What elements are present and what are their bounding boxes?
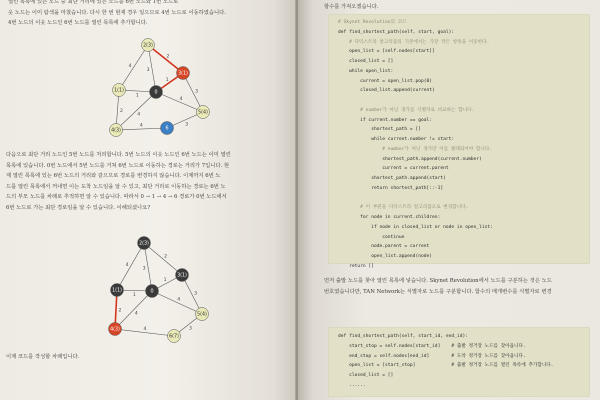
text-line: 옷 노드는 이미 탐색을 마쳤습니다. 다시 한 번 현재 경우 일으므로 4번 노드로 이동하였습니다. (8, 9, 226, 16)
code-line: closed_list = [] (338, 59, 394, 64)
graph-figure-bottom (98, 233, 228, 345)
edge-weight-label: 1 (135, 93, 139, 99)
edge-weight-label: 4 (128, 63, 132, 69)
node-label: 5(4) (197, 312, 207, 318)
code-line: while current.number != start: (338, 137, 455, 142)
text-line: 4번 노드의 이웃 노드인 6번 노드를 열린 목록에 추가합니다. (8, 20, 148, 27)
edge-weight-label: 2 (164, 254, 168, 260)
code-line: # 다익스트라 알고리즘의 기본에서는 가장 작은 항목을 이동한다. (338, 39, 490, 45)
node-label: 0 (150, 289, 154, 295)
code-line: # Skynet Revolution의 코드 (338, 20, 407, 25)
edge-weight-label: 4 (179, 96, 183, 102)
code-listing (338, 332, 553, 391)
code-line (338, 96, 493, 106)
node-label: 4(3) (110, 327, 120, 333)
edge-weight-label: 1 (163, 278, 167, 284)
code-line: closed_list.append(current) (338, 88, 435, 94)
code-line: open_list = [start_stop] # 출발 정거장 노드를 열린 목록에 추가합니다. (338, 363, 554, 369)
code-line: while open_list: (338, 68, 394, 74)
edge-weight-label: 3 (195, 89, 199, 95)
edge-weight-label: 3 (194, 291, 198, 297)
middle-paragraph (6, 150, 288, 214)
graph-edge (117, 243, 144, 290)
edge-weight-label: 2 (166, 54, 170, 60)
text-line: 다음으로 최단 거리 노드인 5번 노드를 처리합니다. 5번 노드의 이웃 노드인 6번 노드는 이미 열린 (6, 152, 231, 158)
edge-weight-label: 4 (143, 327, 147, 333)
graph-edge (119, 45, 148, 90)
edge-weight-label: 1 (132, 293, 136, 299)
code-line: node.parent = current (338, 244, 430, 250)
edge-weight-label: 4 (137, 112, 141, 118)
edge-weight-label: 1 (165, 77, 169, 83)
code-line: if node in closed_list or node in open_list: (338, 224, 493, 230)
edge-weight-label: 4 (139, 123, 143, 129)
code-line: shortest_path.append(start) (338, 176, 446, 181)
graph-edge (144, 243, 182, 275)
code-line: return shortest_path[::-1] (338, 185, 444, 191)
node-label: 1(1) (112, 288, 122, 294)
code-line: def find_shortest_path(self, start_id, end_id): (338, 334, 468, 339)
node-label: 4(3) (111, 128, 121, 134)
code-line: shortest_path = [] (338, 127, 421, 133)
edge-weight-label: 3 (189, 326, 192, 332)
edge-weight-label: 3 (142, 266, 146, 272)
intro-paragraph (8, 0, 286, 29)
node-label: 1(1) (114, 88, 124, 94)
code-line: shortest_path.append(current.number) (338, 156, 482, 162)
text-line: 드를 열린 목록에서 꺼내면 이는 도착 노드임을 알 수 있고, 최단 거리로 이동하는 경로는 6번 노 (6, 183, 226, 190)
right-page (298, 0, 600, 400)
code-line: if current.number == goal: (338, 117, 433, 123)
code-line: # 이 부분을 다익스트라 알고리즘으로 변경합니다. (338, 205, 469, 211)
code-line: end_stop = self.nodes[end_id] # 도착 정거장 노드를 찾아옵니다. (338, 353, 526, 359)
code-block-2 (328, 327, 590, 397)
code-line (338, 194, 493, 204)
text-line: 6번 노드로 가는 최단 경로임을 알 수 있습니다. 이해되셨나요? (6, 204, 151, 211)
code-line: continue (338, 234, 405, 240)
text-line: 열린 목록에 있는 노드 중 최단 거리에 있는 노드를 6번 노드와 1번 노드로 (8, 0, 179, 5)
code-line: for node in current.children: (338, 215, 441, 220)
code-line: current = open_list.pop(0) (338, 78, 433, 84)
node-label: 3(1) (178, 71, 188, 77)
graph-figure-top (100, 35, 230, 145)
node-label: 2(3) (143, 43, 153, 49)
left-page (0, 0, 296, 400)
code-line: ...... (338, 382, 366, 388)
text-line: 드의 부모 노드를 차례로 추적하면 알 수 있습니다. 따라서 0 → 1 → 4 → 6 경로가 0번 노드에서 (6, 194, 227, 201)
graph-edge (156, 92, 203, 112)
node-label: 0 (154, 90, 158, 96)
closing-line: 이제 코드를 작성할 차례입니다. (6, 354, 80, 360)
top-line: 항수를 가져오겠습니다. (324, 4, 379, 10)
text-line: 재 열린 목록에 있는 6번 노드의 거리와 같으므로 경로를 변경하지 않습니다. 이제까지 6번 노 (6, 173, 221, 180)
node-label: 3(1) (177, 273, 187, 279)
text-line: 번호였습니다만, TAN Network는 식별자로 노드를 구분합니다. 함수의 매개변수를 식별자로 변경 (324, 288, 552, 295)
middle-paragraph-right (324, 276, 596, 297)
code-line: return [] (338, 263, 374, 269)
edge-weight-label: 3 (185, 122, 189, 128)
code-listing (338, 18, 493, 272)
edge-weight-label: 4 (134, 311, 138, 317)
edge-weight-label: 3 (146, 67, 150, 73)
node-label: 6(7) (169, 334, 179, 340)
edge-weight-label: 2 (118, 308, 122, 314)
code-line: open_list.append(node) (338, 254, 433, 259)
code-line: start_stop = self.nodes[start_id] # 출발 정거장 노드를 찾아옵니다. (338, 343, 526, 349)
text-line: 목록에 있습니다. 0번 노드에서 5번 노드를 거쳐 6번 노드로 이동하는 경로는 거리가 7입니다. 현 (6, 162, 229, 169)
code-line: closed_list = [] (338, 373, 394, 378)
code-line: open_list = [self.nodes[start]] (338, 49, 435, 55)
edge-weight-label: 4 (125, 263, 129, 269)
node-label: 5(4) (198, 110, 208, 116)
code-block-1 (328, 14, 590, 269)
code-line: def find_shortest_path(self, start, goal): (338, 29, 455, 35)
node-label: 6 (165, 126, 169, 132)
code-line: # number가 아닌 경가를 식별자로 비교하는 합니다. (338, 107, 475, 113)
text-line: 먼저 출발 노드를 찾아 열린 목록에 넣습니다. Skynet Revolution에서 노드를 구분하는 것은 노드 (324, 278, 552, 284)
code-line: # number가 아닌 경가만 이름 클래되어야 합니다. (338, 146, 492, 152)
edge-weight-label: 4 (177, 297, 181, 303)
code-line: current = current.parent (338, 166, 449, 172)
node-label: 2(3) (139, 241, 149, 247)
edge-weight-label: 2 (120, 108, 123, 114)
